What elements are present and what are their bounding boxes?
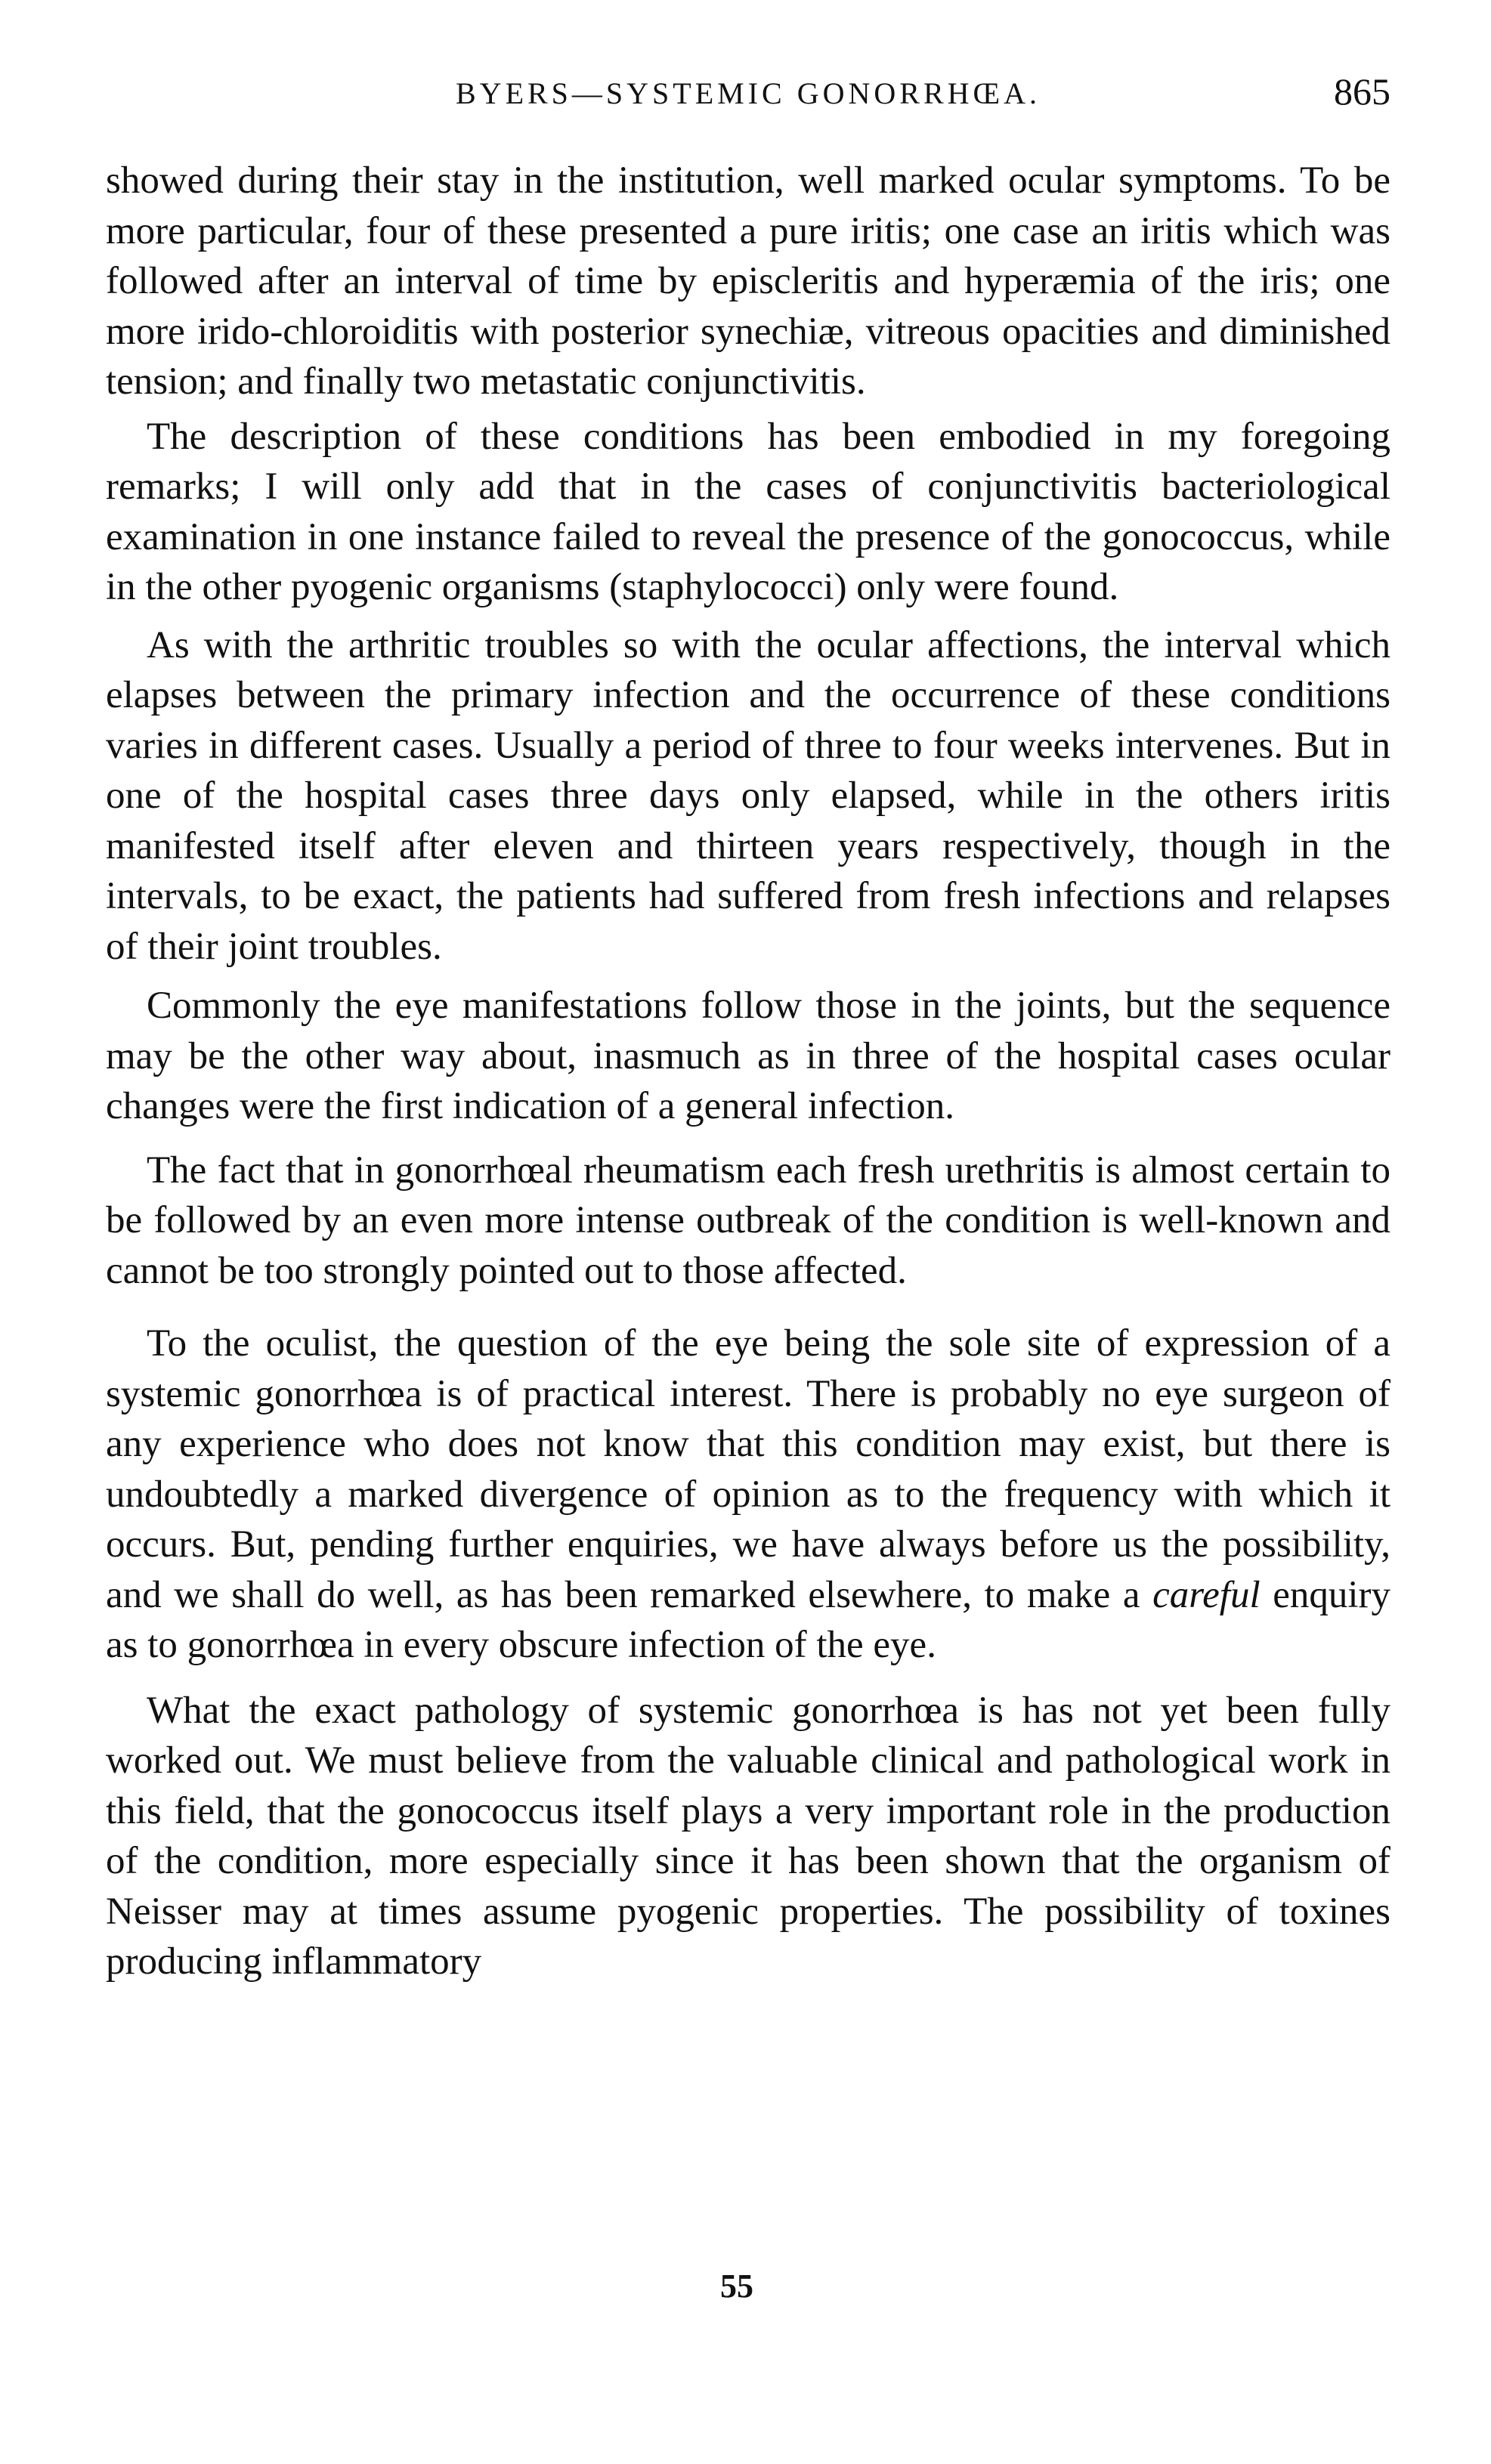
paragraph-1: showed during their stay in the institution, well marked ocular symptoms. To be more particular, four of these presented a pure iritis; one case an iritis which was followed after an interval of time by episcleritis and hyperæmia of the iris; one more irido-chloroiditis with posterior synechiæ, vitreous opacities and diminished tension; and finally two metastatic conjunctivitis. xyxy=(106,159,1390,403)
paragraph-6 xyxy=(106,1319,1390,1671)
paragraph-6-text-after: enquiry as to gonorrhœa in every obscure infection of the eye. xyxy=(106,1573,1390,1666)
paragraph-3: As with the arthritic troubles so with the ocular affections, the interval which elapses between the primary infection and the occurrence of these conditions varies in different cases. Usually a period of three to four weeks intervenes. But in one of the hospital cases three days only elapsed, while in the others iritis manifested itself after eleven and thirteen years respectively, though in the intervals, to be exact, the patients had suffered from fresh infections and relapses of their joint troubles. xyxy=(106,623,1390,968)
paragraph-4: Commonly the eye manifestations follow those in the joints, but the sequence may be the other way about, inasmuch as in three of the hospital cases ocular changes were the first indication of a general infection. xyxy=(106,985,1390,1127)
paragraph-6-text-before: To the oculist, the question of the eye being the sole site of expression of a systemic gonorrhœa is of practical interest. There is probably no eye surgeon of any experience who does not know that this condition may exist, but there is undoubtedly a marked divergence of opinion as to the frequency with which it occurs. But, pending further enquiries, we have always before us the possibility, and we shall do well, as has been remarked elsewhere, to make a xyxy=(106,1322,1390,1616)
page-number: 865 xyxy=(1334,70,1390,113)
emphasis-careful: careful xyxy=(1152,1573,1261,1616)
paragraph-7: What the exact pathology of systemic gonorrhœa is has not yet been fully worked out. We must believe from the valuable clinical and pathological work in this field, that the gonococcus itself plays a very important role in the production of the condition, more especially since it has been shown that the organism of Neisser may at times assume pyogenic properties. The possibility of toxines producing inflammatory xyxy=(106,1689,1390,1983)
running-title: BYERS—SYSTEMIC GONORRHŒA. xyxy=(456,76,1041,110)
paragraph-2: The description of these conditions has been embodied in my foregoing remarks; I will only add that in the cases of conjunctivitis bacteriological examination in one instance failed to reveal the presence of the gonococcus, while in the other pyogenic organisms (staphylococci) only were found. xyxy=(106,415,1390,608)
signature-mark: 55 xyxy=(720,2268,753,2305)
running-head xyxy=(106,70,1390,122)
paragraph-5: The fact that in gonorrhœal rheumatism each fresh urethritis is almost certain to be followed by an even more intense outbreak of the condition is well-known and cannot be too strongly pointed out to those affected. xyxy=(106,1149,1390,1292)
body-text xyxy=(106,156,1390,1990)
